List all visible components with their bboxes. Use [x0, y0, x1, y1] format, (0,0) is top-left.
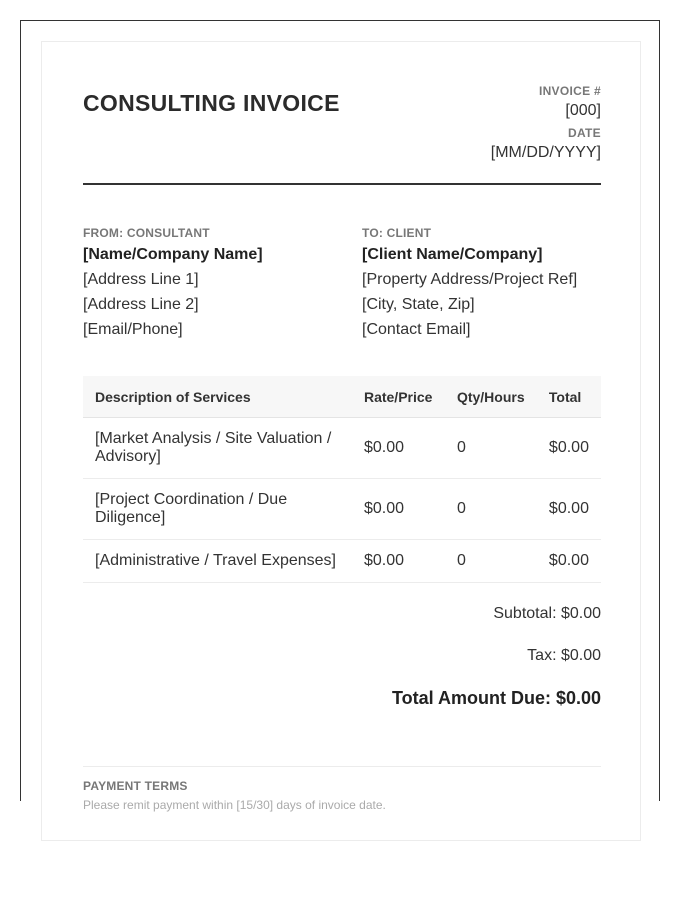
- row-qty: 0: [445, 418, 537, 479]
- invoice-meta: [491, 84, 601, 168]
- from-address-line-1: [Address Line 1]: [83, 271, 199, 288]
- row-description: [Project Coordination / Due Diligence]: [83, 479, 352, 540]
- table-row: [83, 418, 601, 479]
- to-block: [362, 226, 612, 339]
- to-property-address: [Property Address/Project Ref]: [362, 271, 578, 288]
- total-amount-due: Total Amount Due: $0.00: [391, 688, 601, 708]
- col-header-description: Description of Services: [83, 376, 352, 418]
- row-qty: 0: [445, 479, 537, 540]
- invoice-title: CONSULTING INVOICE: [83, 90, 340, 116]
- invoice-number-value: [000]: [565, 102, 601, 119]
- col-header-qty: Qty/Hours: [445, 376, 537, 418]
- date-value: [MM/DD/YYYY]: [490, 144, 601, 161]
- from-address-line-2: [Address Line 2]: [83, 296, 199, 313]
- from-name: [Name/Company Name]: [83, 246, 263, 263]
- payment-terms-text: Please remit payment within [15/30] days of invoice date.: [83, 798, 386, 812]
- tax: Tax: $0.00: [527, 647, 601, 664]
- row-rate: $0.00: [352, 418, 445, 479]
- row-rate: $0.00: [352, 479, 445, 540]
- payment-terms-label: PAYMENT TERMS: [83, 779, 188, 793]
- to-name: [Client Name/Company]: [362, 246, 543, 263]
- row-description: [Administrative / Travel Expenses]: [83, 540, 352, 583]
- from-label: FROM: CONSULTANT: [83, 226, 210, 240]
- terms-divider: [83, 766, 601, 767]
- to-contact-email: [Contact Email]: [362, 321, 471, 338]
- to-label: TO: CLIENT: [362, 226, 432, 240]
- header-divider: [83, 183, 601, 185]
- row-total: $0.00: [537, 479, 601, 540]
- col-header-rate: Rate/Price: [352, 376, 445, 418]
- table-header-row: [83, 376, 601, 418]
- services-table: [83, 376, 601, 583]
- col-header-total: Total: [537, 376, 601, 418]
- from-contact: [Email/Phone]: [83, 321, 183, 338]
- row-total: $0.00: [537, 418, 601, 479]
- subtotal: Subtotal: $0.00: [493, 605, 601, 622]
- row-total: $0.00: [537, 540, 601, 583]
- date-label: DATE: [568, 126, 601, 140]
- row-qty: 0: [445, 540, 537, 583]
- row-rate: $0.00: [352, 540, 445, 583]
- table-row: [83, 479, 601, 540]
- document-frame: [20, 20, 660, 812]
- table-row: [83, 540, 601, 583]
- row-description: [Market Analysis / Site Valuation / Advisory]: [83, 418, 352, 479]
- invoice-number-label: INVOICE #: [538, 84, 601, 98]
- invoice-sheet: [41, 41, 641, 841]
- from-block: [83, 226, 333, 339]
- to-city-state-zip: [City, State, Zip]: [362, 296, 475, 313]
